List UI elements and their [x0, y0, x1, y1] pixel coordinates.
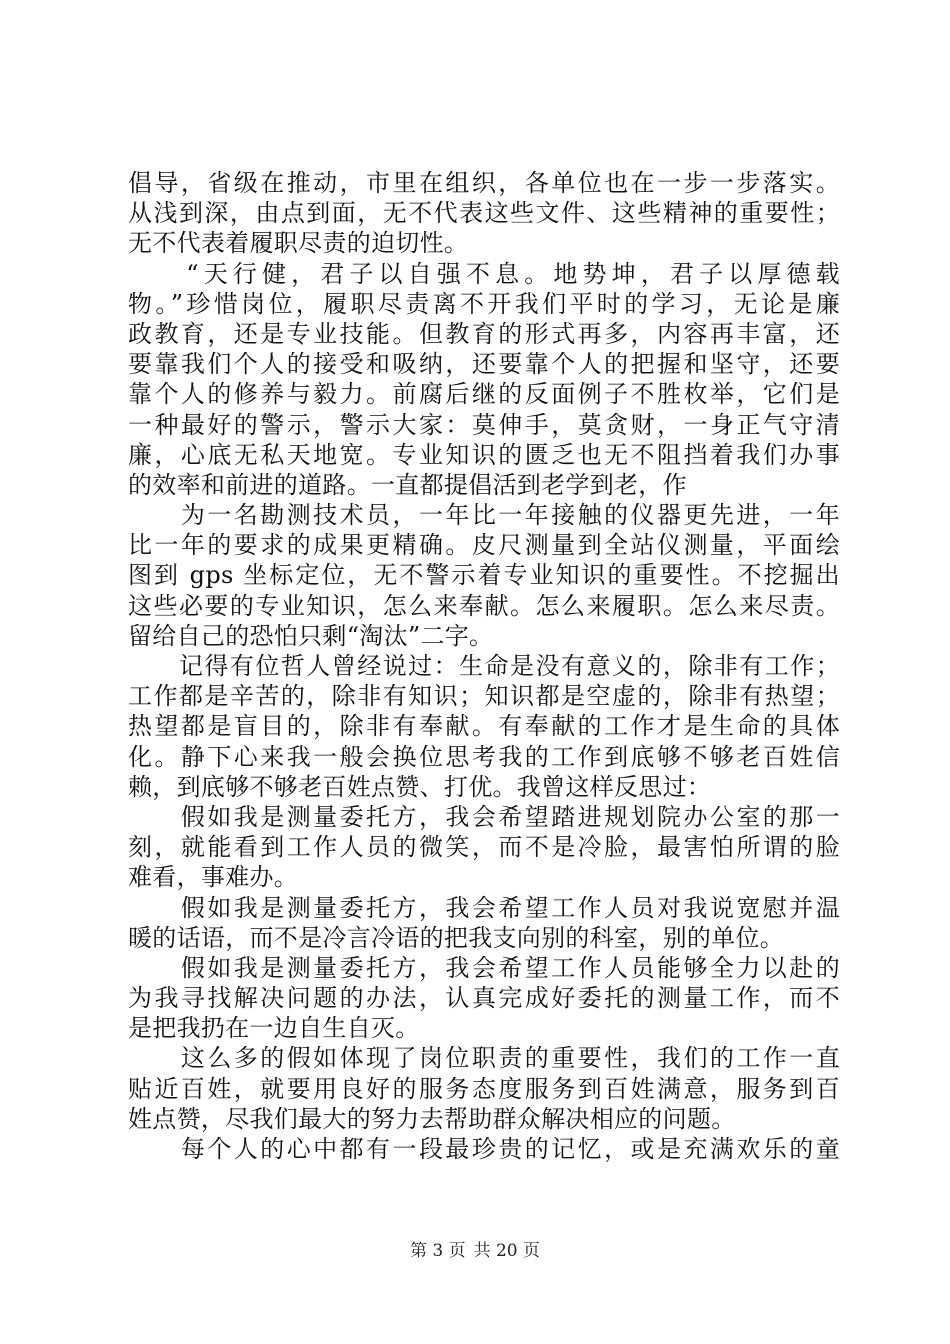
text-line: 这些必要的专业知识，怎么来奉献。怎么来履职。怎么来尽责。	[128, 591, 840, 620]
text-line: 每个人的心中都有一段最珍贵的记忆，或是充满欢乐的童	[128, 1135, 840, 1163]
text-line: 靠个人的修养与毅力。前腐后继的反面例子不胜枚举，它们是	[128, 380, 840, 409]
text-line: 记得有位哲人曾经说过：生命是没有意义的，除非有工作；	[128, 652, 840, 680]
page-total: 共 20 页	[473, 1241, 541, 1261]
text-line: 假如我是测量委托方，我会希望工作人员对我说宽慰并温	[128, 893, 840, 922]
text-line: 暖的话语，而不是冷言冷语的把我支向别的科室，别的单位。	[128, 923, 785, 952]
text-line: 为我寻找解决问题的办法，认真完成好委托的测量工作，而不	[128, 984, 840, 1013]
text-line: 贴近百姓，就要用良好的服务态度服务到百姓满意，服务到百	[128, 1074, 840, 1103]
text-line: 假如我是测量委托方，我会希望工作人员能够全力以赴的	[128, 953, 840, 982]
text-line: 廉，心底无私天地宽。专业知识的匮乏也无不阻挡着我们办事	[128, 440, 840, 469]
page-number: 第 3 页	[409, 1241, 466, 1261]
text-line: 从浅到深，由点到面，无不代表这些文件、这些精神的重要性；	[128, 199, 840, 228]
text-line: 难看，事难办。	[128, 863, 299, 892]
text-line: 假如我是测量委托方，我会希望踏进规划院办公室的那一	[128, 802, 840, 831]
text-line: 一种最好的警示，警示大家：莫伸手，莫贪财，一身正气守清	[128, 410, 840, 439]
text-line: 为一名勘测技术员，一年比一年接触的仪器更先进，一年	[128, 501, 840, 530]
text-line: 比一年的要求的成果更精确。皮尺测量到全站仪测量，平面绘	[128, 531, 840, 560]
text-line: 图到 gps 坐标定位，无不警示着专业知识的重要性。不挖掘出	[128, 561, 840, 590]
text-line: 赖，到底够不够老百姓点赞、打优。我曾这样反思过：	[128, 772, 712, 801]
text-line: 化。静下心来我一般会换位思考我的工作到底够不够老百姓信	[128, 742, 840, 771]
text-line: 这么多的假如体现了岗位职责的重要性，我们的工作一直	[128, 1044, 840, 1073]
document-body	[128, 168, 840, 1164]
text-line: 热望都是盲目的，除非有奉献。有奉献的工作才是生命的具体	[128, 712, 840, 741]
text-line: 倡导，省级在推动，市里在组织，各单位也在一步一步落实。	[128, 169, 840, 197]
text-line: “天行健，君子以自强不息。地势坤，君子以厚德载	[128, 259, 840, 288]
text-line: 是把我扔在一边自生自灭。	[128, 1014, 420, 1043]
text-line: 工作都是辛苦的，除非有知识；知识都是空虚的，除非有热望；	[128, 682, 840, 711]
text-line: 姓点赞，尽我们最大的努力去帮助群众解决相应的问题。	[128, 1104, 736, 1133]
text-line: 政教育，还是专业技能。但教育的形式再多，内容再丰富，还	[128, 319, 840, 348]
text-line: 刻，就能看到工作人员的微笑，而不是冷脸，最害怕所谓的脸	[128, 833, 840, 862]
text-line: 的效率和前进的道路。一直都提倡活到老学到老，作	[128, 470, 687, 499]
text-line: 要靠我们个人的接受和吸纳，还要靠个人的把握和坚守，还要	[128, 350, 840, 379]
page-footer	[0, 1240, 950, 1262]
text-line: 无不代表着履职尽责的迫切性。	[128, 229, 469, 258]
text-line: 留给自己的恐怕只剩“淘汰”二字。	[128, 621, 494, 650]
text-line: 物。”珍惜岗位，履职尽责离不开我们平时的学习，无论是廉	[128, 289, 840, 318]
